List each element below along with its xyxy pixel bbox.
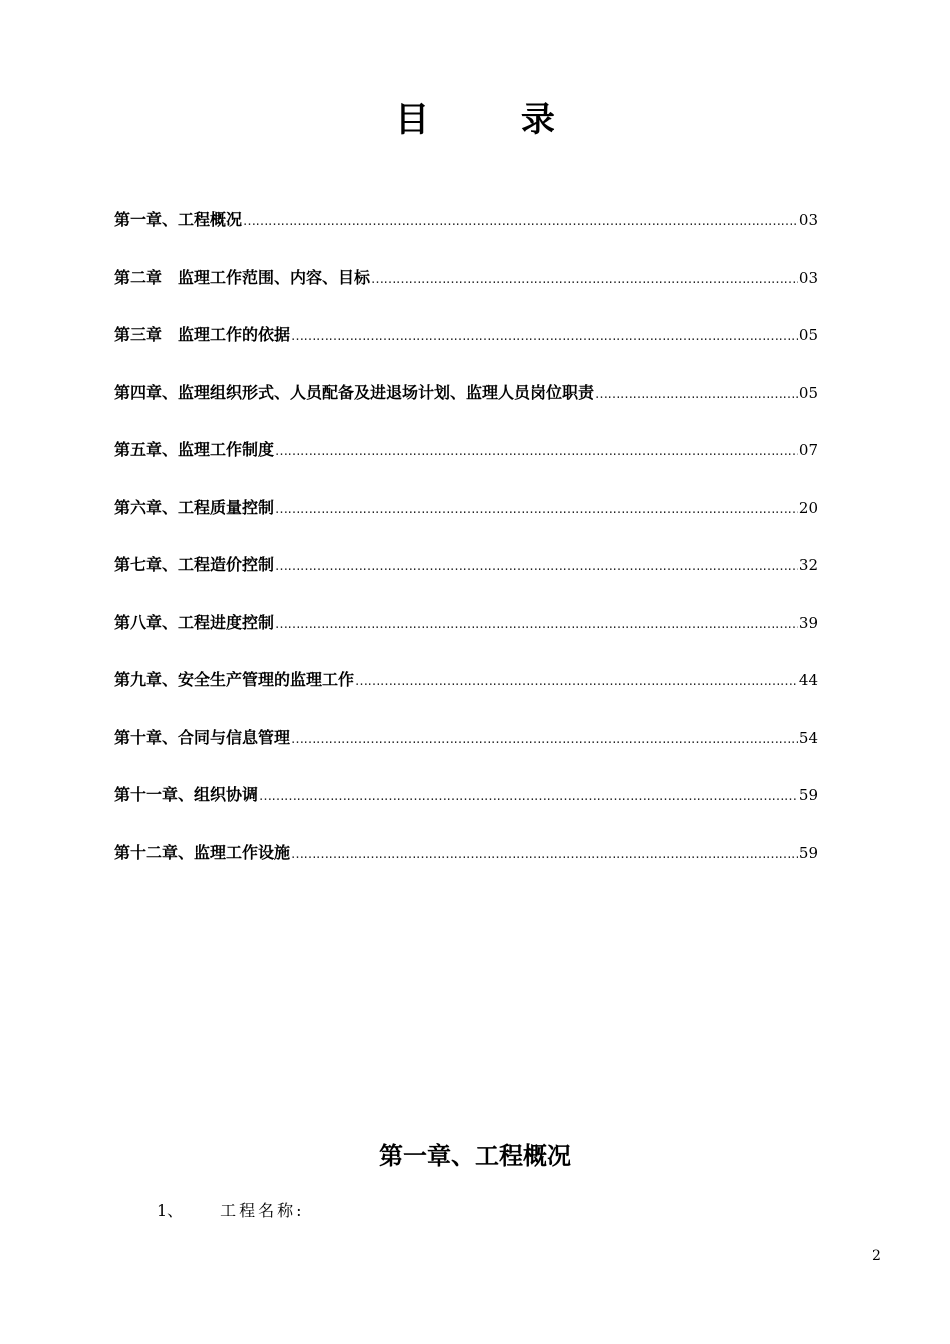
toc-entry-page: 20 — [798, 498, 818, 517]
toc-entry[interactable] — [114, 207, 818, 265]
toc-entry-page: 39 — [798, 613, 818, 632]
toc-entry[interactable] — [114, 265, 818, 323]
toc-leader-dots — [259, 789, 798, 804]
toc-entry-page: 03 — [798, 268, 818, 287]
toc-entry-label: 第十章、合同与信息管理 — [114, 727, 291, 747]
toc-entry-page: 07 — [798, 441, 818, 459]
toc-leader-dots — [275, 617, 798, 632]
toc-entry-page: 44 — [798, 671, 818, 689]
toc-leader-dots — [595, 387, 798, 402]
toc-leader-dots — [291, 329, 798, 344]
toc-entry[interactable] — [114, 495, 818, 553]
toc-entry-label: 第一章、工程概况 — [114, 210, 243, 229]
toc-entry-label: 第三章 监理工作的依据 — [114, 325, 291, 344]
toc-entry[interactable] — [114, 725, 818, 783]
toc-leader-dots — [275, 559, 798, 574]
toc-entry[interactable] — [114, 840, 818, 898]
chapter-title: 第一章、工程概况 — [379, 1142, 571, 1170]
page-number: 2 — [872, 1248, 881, 1264]
toc-entry-page: 05 — [798, 326, 818, 344]
toc-entry-label: 第十一章、组织协调 — [114, 785, 259, 804]
toc-leader-dots — [291, 732, 798, 747]
toc-leader-dots — [275, 444, 798, 459]
toc-entry-label: 第八章、工程进度控制 — [114, 612, 275, 632]
toc-entry-label: 第七章、工程造价控制 — [114, 555, 275, 574]
section-item-number: 1、 — [157, 1201, 184, 1220]
toc-entry-page: 32 — [798, 556, 818, 574]
toc-leader-dots — [291, 847, 798, 862]
toc-leader-dots — [243, 214, 798, 229]
toc-entry[interactable] — [114, 610, 818, 668]
toc-entry-page: 54 — [798, 728, 818, 747]
toc-entry-label: 第六章、工程质量控制 — [114, 497, 275, 517]
toc-entry[interactable] — [114, 322, 818, 380]
toc-entry-page: 59 — [798, 786, 818, 804]
table-of-contents — [114, 207, 818, 897]
toc-title: 目 录 — [395, 100, 595, 140]
toc-entry-page: 59 — [798, 843, 818, 862]
toc-leader-dots — [275, 502, 798, 517]
toc-entry[interactable] — [114, 782, 818, 840]
toc-entry[interactable] — [114, 552, 818, 610]
toc-entry-label: 第十二章、监理工作设施 — [114, 842, 291, 862]
toc-leader-dots — [355, 674, 798, 689]
toc-entry-label: 第五章、监理工作制度 — [114, 440, 275, 459]
toc-entry-page: 03 — [798, 211, 818, 229]
toc-entry[interactable] — [114, 667, 818, 725]
section-item — [157, 1198, 305, 1221]
toc-leader-dots — [371, 272, 798, 287]
section-item-text: 工程名称: — [220, 1201, 305, 1220]
toc-entry-label: 第二章 监理工作范围、内容、目标 — [114, 267, 371, 287]
toc-entry[interactable] — [114, 380, 818, 438]
toc-entry[interactable] — [114, 437, 818, 495]
toc-entry-label: 第四章、监理组织形式、人员配备及进退场计划、监理人员岗位职责 — [114, 382, 595, 402]
toc-entry-page: 05 — [798, 383, 818, 402]
toc-entry-label: 第九章、安全生产管理的监理工作 — [114, 670, 355, 689]
